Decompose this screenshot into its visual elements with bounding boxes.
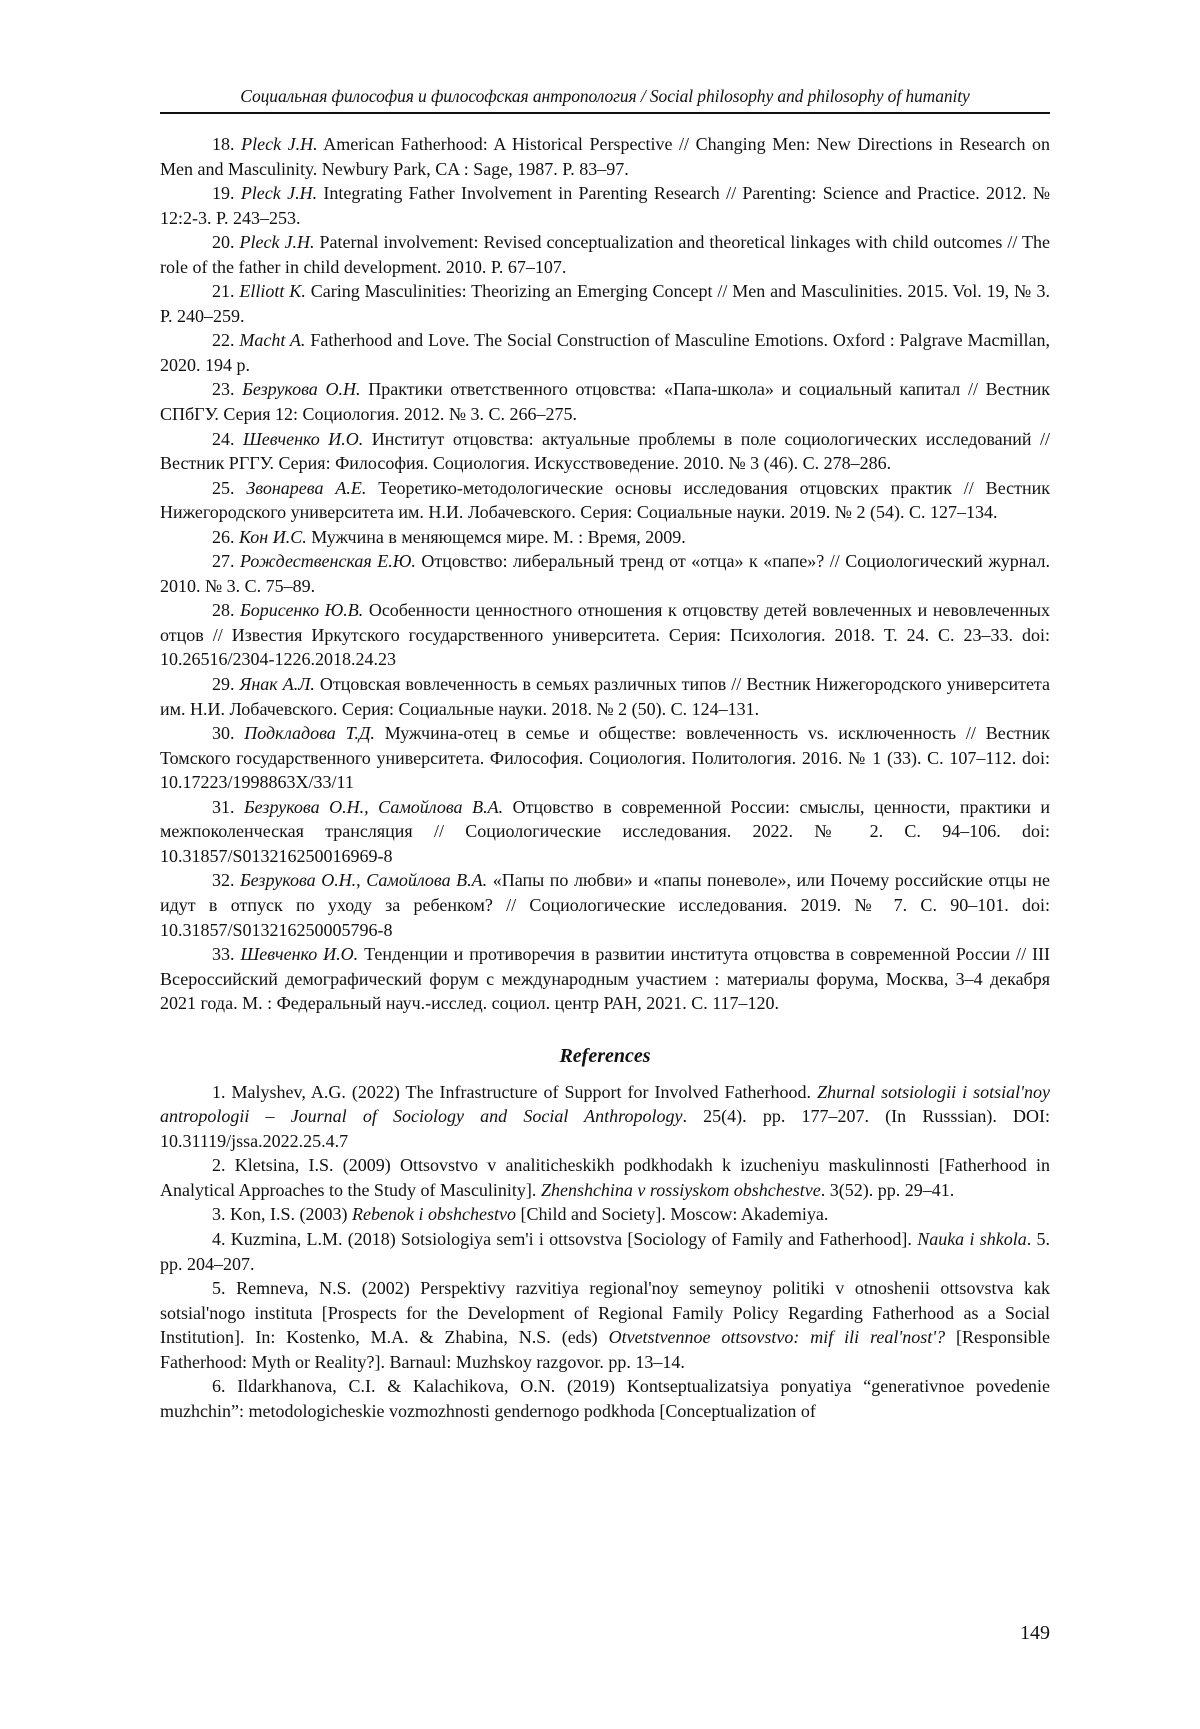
bibliography-entry xyxy=(160,328,1050,377)
entry-text: Практики ответственного отцовства: «Папа-школа» и социальный капитал // Вестник СПбГУ. Серия 12: Социология. 2012. № 3. С. 266–275. xyxy=(160,379,1050,425)
entry-number: 19. xyxy=(212,183,235,204)
header-rule xyxy=(160,112,1050,114)
entry-number: 1. xyxy=(212,1081,226,1102)
entry-number: 4. xyxy=(212,1228,226,1249)
entry-text: Мужчина-отец в семье и обществе: вовлеченность vs. исключенность // Вестник Томского государственного университета. Философия. Социология. Политология. 2016. № 1 (33). С. 107–112. doi: 10.17223/1998863X/33/11 xyxy=(160,723,1051,793)
reference-entry xyxy=(160,1374,1050,1423)
entry-text: Kon, I.S. (2003) xyxy=(225,1204,352,1225)
entry-author: Безрукова О.Н. xyxy=(242,379,361,400)
bibliography-entry xyxy=(160,672,1050,721)
entry-number: 18. xyxy=(212,134,235,154)
entry-number: 30. xyxy=(212,723,235,744)
entry-text: Тенденции и противоречия в развитии института отцовства в современной России // III Всероссийский демографический форум с международным участием : материалы форума, Москва, 3–4 декабря 2021 года. М. : Федеральный науч.-исслед. социол. центр РАН, 2021. С. 117–120. xyxy=(160,944,1050,1014)
entry-source-title: Otvetstvennoe ottsovstvo: mif ili real'nost'? xyxy=(608,1327,946,1348)
entry-number: 22. xyxy=(212,330,235,351)
bibliography-entry xyxy=(160,525,1050,550)
entry-author: Шевченко И.О. xyxy=(242,428,364,449)
bibliography-entry xyxy=(160,476,1050,525)
entry-text: . 25(4). pp. 177–207. (In Russsian). DOI: 10.31119/jssa.2022.25.4.7 xyxy=(160,1106,1050,1151)
entry-text: [Responsible Fatherhood: Myth or Reality?]. Barnaul: Muzhskoy razgovor. pp. 13–14. xyxy=(160,1327,1050,1372)
entry-author: Macht A. xyxy=(239,330,306,351)
entry-number: 26. xyxy=(212,526,235,547)
entry-number: 20. xyxy=(212,232,235,253)
bibliography-entry xyxy=(160,721,1050,795)
entry-number: 3. xyxy=(212,1204,226,1225)
entry-author: Рождественская Е.Ю. xyxy=(240,551,416,572)
entry-text: Paternal involvement: Revised conceptualization and theoretical linkages with child outcomes // The role of the father in child development. 2010. P. 67–107. xyxy=(160,232,1051,277)
entry-number: 27. xyxy=(212,551,235,572)
entry-number: 31. xyxy=(212,796,235,817)
bibliography-entry xyxy=(160,942,1050,1016)
reference-entry xyxy=(160,1202,1050,1227)
entry-number: 33. xyxy=(212,944,235,965)
entry-number: 23. xyxy=(212,379,235,400)
reference-entry xyxy=(160,1276,1050,1374)
entry-author: Кон И.С. xyxy=(239,526,307,547)
entry-text: «Папы по любви» и «папы поневоле», или Почему российские отцы не идут в отпуск по уходу за ребенком? // Социологические исследования. 2019. № 7. С. 90–101. doi: 10.31857/S013216250005796-8 xyxy=(160,870,1050,940)
page-number: 149 xyxy=(1020,1622,1050,1644)
bibliography-entry xyxy=(160,181,1050,230)
bibliography-entry xyxy=(160,132,1050,181)
entry-author: Шевченко И.О. xyxy=(240,944,359,965)
entry-number: 29. xyxy=(212,674,235,695)
entry-author: Подкладова Т.Д. xyxy=(244,723,375,744)
entry-text: [Child and Society]. Moscow: Akademiya. xyxy=(515,1204,829,1225)
entry-number: 32. xyxy=(212,870,235,891)
bibliography-entry xyxy=(160,598,1050,672)
entry-text: Remneva, N.S. (2002) Perspektivy razvitiya regional'noy semeynoy politiki v otnoshenii ottsovstva kak sotsial'nogo instituta [Prospects for the Development of Regional Family Policy Regarding Fatherhood as a Social Institution]. In: Kostenko, M.A. & Zhabina, N.S. (eds) xyxy=(160,1278,1050,1348)
entry-author: Борисенко Ю.В. xyxy=(240,600,364,621)
entry-text: . 5. pp. 204–207. xyxy=(160,1228,1050,1274)
entry-author: Pleck J.H. xyxy=(240,183,318,204)
entry-author: Pleck J.H. xyxy=(241,134,318,154)
running-header: Социальная философия и философская антропология / Social philosophy and philosophy of humanity xyxy=(240,86,970,106)
entry-text: American Fatherhood: A Historical Perspective // Changing Men: New Directions in Research on Men and Masculinity. Newbury Park, CA : Sage, 1987. P. 83–97. xyxy=(160,134,1051,179)
reference-entry xyxy=(160,1153,1050,1202)
bibliography-entry xyxy=(160,549,1050,598)
entry-number: 5. xyxy=(212,1278,226,1299)
bibliography-entry xyxy=(160,427,1050,476)
entry-source-title: Rebenok i obshchestvo xyxy=(352,1204,516,1225)
entry-number: 25. xyxy=(212,477,235,498)
reference-entry xyxy=(160,1227,1050,1276)
bibliography-entry xyxy=(160,279,1050,328)
references-heading: References xyxy=(559,1044,651,1067)
entry-text: Integrating Father Involvement in Parenting Research // Parenting: Science and Practice. 2012. № 12:2-3. P. 243–253. xyxy=(160,183,1051,228)
entry-author: Pleck J.H. xyxy=(239,232,315,253)
bibliography-entry xyxy=(160,868,1050,942)
entry-author: Звонарева А.Е. xyxy=(246,477,367,498)
entry-number: 6. xyxy=(212,1376,226,1397)
entry-author: Безрукова О.Н., Самойлова В.А. xyxy=(244,796,504,817)
entry-text: Malyshev, A.G. (2022) The Infrastructure of Support for Involved Fatherhood. xyxy=(225,1081,818,1102)
entry-author: Янак А.Л. xyxy=(239,674,315,695)
reference-entry xyxy=(160,1080,1050,1154)
bibliography-entry xyxy=(160,230,1050,279)
entry-number: 24. xyxy=(212,428,235,449)
entry-text: Fatherhood and Love. The Social Construction of Masculine Emotions. Oxford : Palgrave Macmillan, 2020. 194 p. xyxy=(160,330,1050,375)
bibliography-list xyxy=(160,132,1050,1016)
entry-text: Институт отцовства: актуальные проблемы в поле социологических исследований // Вестник РГГУ. Серия: Философия. Социология. Искусствоведение. 2010. № 3 (46). С. 278–286. xyxy=(160,428,1050,474)
entry-text: Kletsina, I.S. (2009) Ottsovstvo v analiticheskikh podkhodakh k izucheniyu maskulinnosti [Fatherhood in Analytical Approaches to the Study of Masculinity]. xyxy=(160,1155,1050,1200)
entry-text: Ildarkhanova, C.I. & Kalachikova, O.N. (2019) Kontseptualizatsiya ponyatiya “generativnoe povedenie muzhchin”: metodologicheskie vozmozhnosti gendernogo podkhoda [Conceptualization of xyxy=(160,1376,1050,1421)
entry-text: . 3(52). pp. 29–41. xyxy=(820,1179,955,1200)
entry-text: Отцовская вовлеченность в семьях различных типов // Вестник Нижегородского университета им. Н.И. Лобачевского. Серия: Социальные науки. 2018. № 2 (50). С. 124–131. xyxy=(160,674,1051,719)
entry-source-title: Zhurnal sotsiologii i sotsial'noy antropologii – Journal of Sociology and Social Anthropology xyxy=(160,1081,1050,1127)
entry-text: Теоретико-методологические основы исследования отцовских практик // Вестник Нижегородского университета им. Н.И. Лобачевского. Серия: Социальные науки. 2019. № 2 (54). С. 127–134. xyxy=(160,477,1050,523)
entry-text: Отцовство: либеральный тренд от «отца» к «папе»? // Социологический журнал. 2010. № 3. С. 75–89. xyxy=(160,551,1051,596)
page-content xyxy=(160,132,1050,1423)
entry-text: Отцовство в современной России: смыслы, ценности, практики и межпоколенческая трансляция // Социологические исследования. 2022. № 2. С. 94–106. doi: 10.31857/S013216250016969-8 xyxy=(160,796,1051,866)
entry-text: Особенности ценностного отношения к отцовству детей вовлеченных и невовлеченных отцов // Известия Иркутского государственного университета. Серия: Психология. 2018. Т. 24. С. 23–33. doi: 10.26516/2304-1226.2018.24.23 xyxy=(160,600,1051,670)
entry-number: 21. xyxy=(212,281,235,302)
entry-number: 28. xyxy=(212,600,235,621)
entry-source-title: Zhenshchina v rossiyskom obshchestve xyxy=(540,1179,821,1200)
entry-author: Elliott K. xyxy=(239,281,306,302)
references-list xyxy=(160,1080,1050,1424)
entry-text: Kuzmina, L.M. (2018) Sotsiologiya sem'i i ottsovstva [Sociology of Family and Fatherhood]. xyxy=(225,1228,918,1249)
bibliography-entry xyxy=(160,795,1050,869)
entry-text: Caring Masculinities: Theorizing an Emerging Concept // Men and Masculinities. 2015. Vol. 19, № 3. P. 240–259. xyxy=(160,281,1050,326)
entry-author: Безрукова О.Н., Самойлова В.А. xyxy=(240,870,488,891)
entry-text: Мужчина в меняющемся мире. М. : Время, 2009. xyxy=(306,526,686,547)
entry-source-title: Nauka i shkola xyxy=(917,1228,1027,1249)
entry-number: 2. xyxy=(212,1155,226,1176)
bibliography-entry xyxy=(160,377,1050,426)
